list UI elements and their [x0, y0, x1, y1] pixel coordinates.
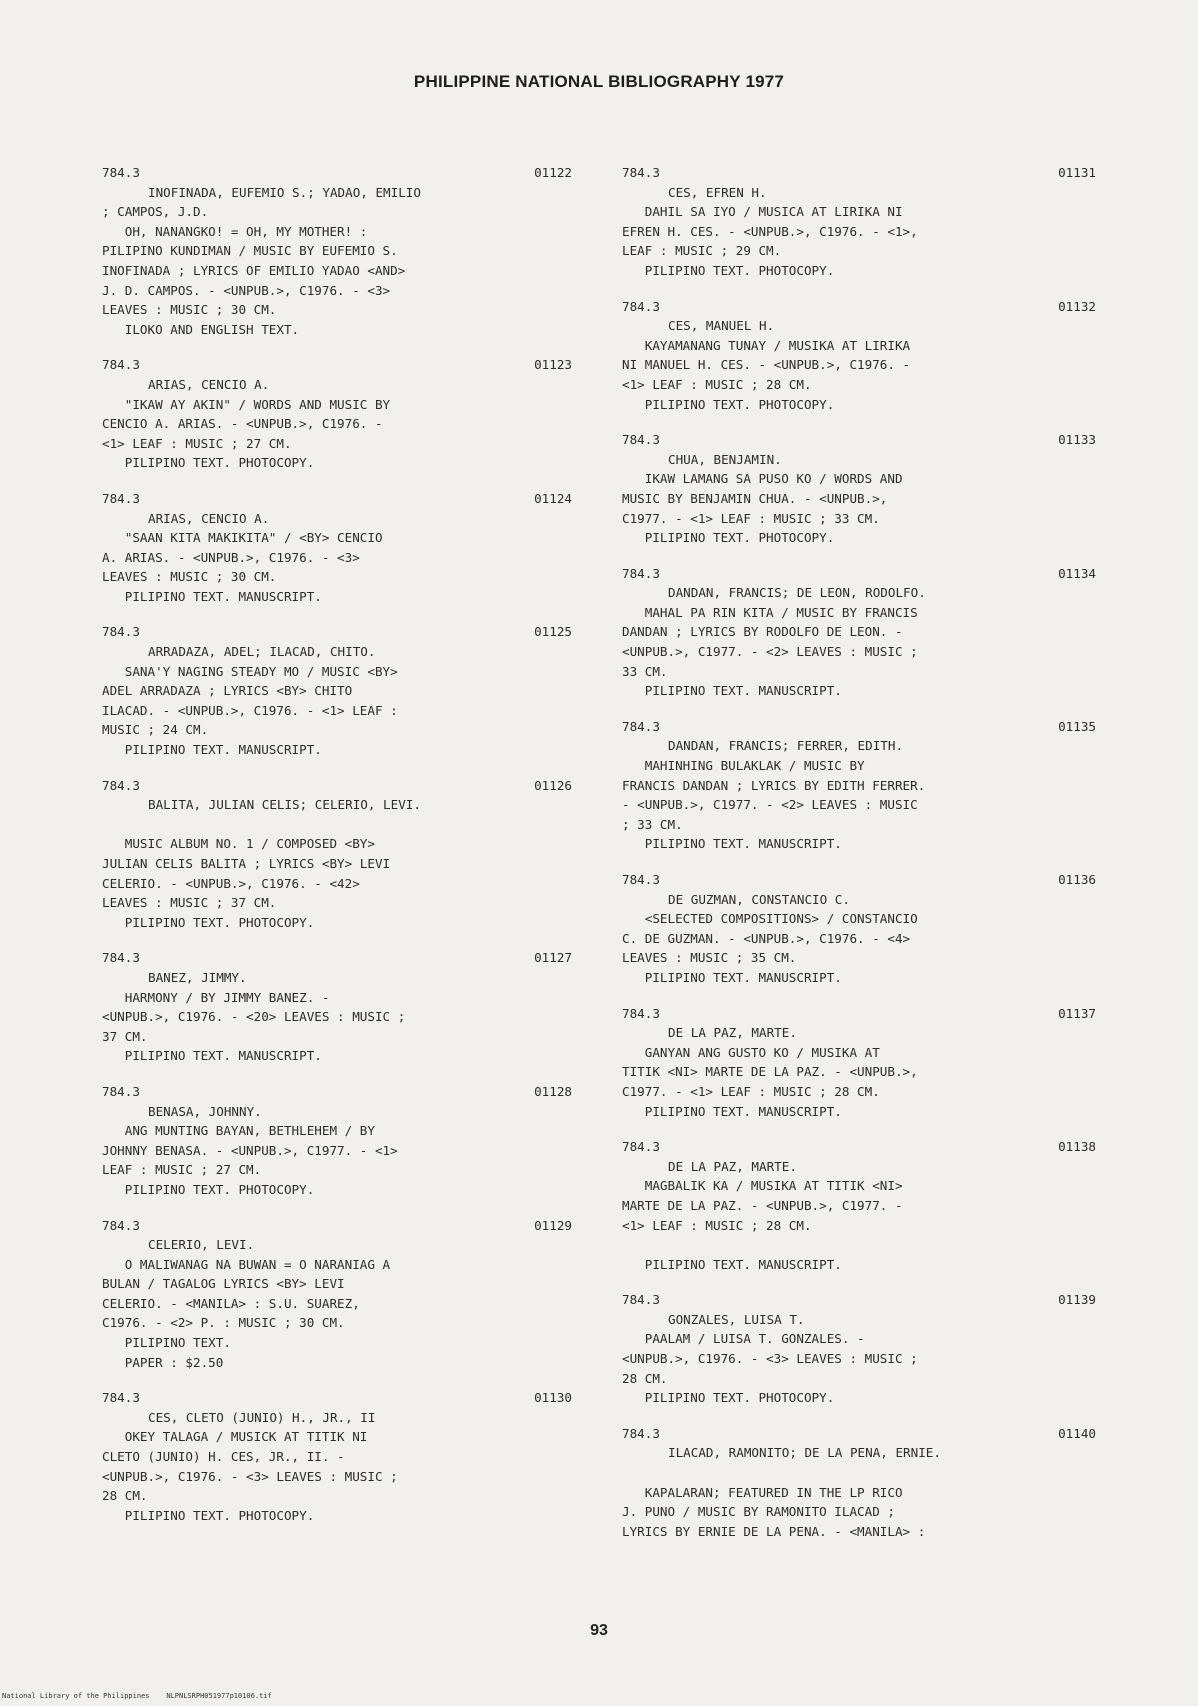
entry-text-line: ; 33 CM. — [622, 816, 683, 832]
bibliography-entry — [622, 1424, 1096, 1542]
entry-id: 01122 — [534, 165, 572, 180]
entry-text-line: FRANCIS DANDAN ; LYRICS BY EDITH FERRER. — [622, 777, 926, 793]
entry-id: 01127 — [534, 950, 572, 966]
entry-text-line: OKEY TALAGA / MUSICK AT TITIK NI — [102, 1429, 368, 1445]
entry-text-line — [622, 1463, 1096, 1483]
class-number: 784.3 — [102, 950, 140, 966]
class-number: 784.3 — [622, 565, 660, 581]
entry-text-line: 28 CM. — [102, 1488, 148, 1504]
entry-text-line: CELERIO. - <UNPUB.>, C1976. - <42> — [102, 875, 360, 891]
entry-text-line — [102, 815, 572, 835]
left-column — [102, 163, 572, 1541]
entry-text-line: PILIPINO TEXT. PHOTOCOPY. — [102, 1181, 315, 1197]
scan-footer: National Library of the Philippines NLPNLSRPH051977p10106.tif — [2, 1692, 272, 1700]
entry-id-line — [622, 1290, 1096, 1310]
entry-text-line: PILIPINO TEXT. — [102, 1335, 231, 1351]
class-number: 784.3 — [102, 777, 140, 793]
entry-id-line — [622, 1424, 1096, 1444]
entry-text-line: <UNPUB.>, C1976. - <3> LEAVES : MUSIC ; — [102, 1468, 398, 1484]
entry-id-line — [622, 717, 1096, 737]
entry-text-line: KAPALARAN; FEATURED IN THE LP RICO — [622, 1484, 903, 1500]
entry-text-line: JULIAN CELIS BALITA ; LYRICS <BY> LEVI — [102, 856, 391, 871]
entry-id-line — [102, 355, 572, 375]
bibliography-entry — [622, 430, 1096, 548]
entry-heading: CES, MANUEL H. — [668, 318, 775, 334]
class-number: 784.3 — [622, 165, 660, 180]
entry-text-line: PILIPINO KUNDIMAN / MUSIC BY EUFEMIO S. — [102, 243, 398, 259]
entry-text-line: SANA'Y NAGING STEADY MO / MUSIC <BY> — [102, 663, 398, 679]
entry-text-line: LEAVES : MUSIC ; 30 CM. — [102, 569, 277, 585]
entry-text-line: LEAF : MUSIC ; 27 CM. — [102, 1162, 262, 1178]
entry-text-line: C. DE GUZMAN. - <UNPUB.>, C1976. - <4> — [622, 930, 911, 946]
bibliography-entry — [102, 948, 572, 1066]
entry-text-line: PILIPINO TEXT. PHOTOCOPY. — [622, 530, 835, 546]
class-number: 784.3 — [622, 1292, 660, 1308]
entry-text-line: LEAF : MUSIC ; 29 CM. — [622, 243, 782, 259]
bibliography-entry — [622, 163, 1096, 281]
entry-text-line: MAHAL PA RIN KITA / MUSIC BY FRANCIS — [622, 604, 918, 620]
entry-text-line: MARTE DE LA PAZ. - <UNPUB.>, C1977. - — [622, 1197, 903, 1213]
class-number: 784.3 — [622, 298, 660, 314]
entry-id: 01131 — [1058, 165, 1096, 180]
entry-text-line: JOHNNY BENASA. - <UNPUB.>, C1977. - <1> — [102, 1142, 398, 1158]
entry-text-line: PILIPINO TEXT. PHOTOCOPY. — [102, 914, 315, 930]
entry-text-line: PILIPINO TEXT. MANUSCRIPT. — [102, 1048, 322, 1064]
entry-text-line: KAYAMANANG TUNAY / MUSIKA AT LIRIKA — [622, 337, 911, 353]
class-number: 784.3 — [102, 165, 140, 180]
bibliography-entry — [102, 1216, 572, 1373]
entry-text-line: ILOKO AND ENGLISH TEXT. — [102, 321, 300, 337]
entry-text-line: J. D. CAMPOS. - <UNPUB.>, C1976. - <3> — [102, 282, 391, 298]
bibliography-entry — [622, 1137, 1096, 1274]
class-number: 784.3 — [102, 624, 140, 640]
entry-text-line: "IKAW AY AKIN" / WORDS AND MUSIC BY — [102, 396, 391, 412]
entry-text-line: LEAVES : MUSIC ; 30 CM. — [102, 302, 277, 318]
entry-text-line: MAGBALIK KA / MUSIKA AT TITIK <NI> — [622, 1178, 903, 1194]
entry-text-line: PILIPINO TEXT. PHOTOCOPY. — [102, 455, 315, 471]
entry-text-line: 33 CM. — [622, 663, 668, 679]
entry-heading: INOFINADA, EUFEMIO S.; YADAO, EMILIO — [148, 184, 421, 200]
entry-text-line: PAPER : $2.50 — [102, 1354, 224, 1370]
entry-text-line: <UNPUB.>, C1976. - <3> LEAVES : MUSIC ; — [622, 1351, 918, 1367]
entry-text-line: MUSIC ALBUM NO. 1 / COMPOSED <BY> — [102, 836, 375, 852]
bibliography-entry — [622, 717, 1096, 854]
entry-id: 01125 — [534, 624, 572, 640]
entry-id-line — [102, 163, 572, 183]
entry-id: 01133 — [1058, 432, 1096, 448]
class-number: 784.3 — [102, 357, 140, 373]
entry-heading: ARIAS, CENCIO A. — [148, 376, 270, 392]
entry-text-line: PILIPINO TEXT. PHOTOCOPY. — [622, 262, 835, 278]
entry-text-line: PILIPINO TEXT. PHOTOCOPY. — [622, 396, 835, 412]
entry-id: 01130 — [534, 1390, 572, 1406]
page-number: 93 — [590, 1622, 608, 1639]
entry-text-line: "SAAN KITA MAKIKITA" / <BY> CENCIO — [102, 530, 383, 546]
entry-heading: DE LA PAZ, MARTE. — [668, 1025, 797, 1041]
bibliography-entry — [622, 1004, 1096, 1122]
entry-id: 01129 — [534, 1217, 572, 1233]
entry-text-line: PAALAM / LUISA T. GONZALES. - — [622, 1331, 865, 1347]
entry-id-line — [102, 1082, 572, 1102]
entry-heading: DANDAN, FRANCIS; FERRER, EDITH. — [668, 738, 904, 754]
entry-id-line — [622, 870, 1096, 890]
class-number: 784.3 — [102, 1083, 140, 1099]
entry-text-line: PILIPINO TEXT. MANUSCRIPT. — [622, 836, 842, 852]
entry-text-line: - <UNPUB.>, C1977. - <2> LEAVES : MUSIC — [622, 797, 918, 813]
entry-id-line — [622, 163, 1096, 183]
entry-id: 01132 — [1058, 298, 1096, 314]
class-number: 784.3 — [102, 1217, 140, 1233]
entry-heading: ARRADAZA, ADEL; ILACAD, CHITO. — [148, 644, 376, 660]
entry-id: 01140 — [1058, 1425, 1096, 1441]
entry-text-line: 28 CM. — [622, 1370, 668, 1386]
entry-id-line — [622, 564, 1096, 584]
entry-text-line: O MALIWANAG NA BUWAN = O NARANIAG A — [102, 1256, 391, 1272]
entry-text-line: INOFINADA ; LYRICS OF EMILIO YADAO <AND> — [102, 262, 406, 278]
entry-heading: CHUA, BENJAMIN. — [668, 451, 782, 467]
entry-id: 01136 — [1058, 872, 1096, 887]
entry-heading: BALITA, JULIAN CELIS; CELERIO, LEVI. — [148, 797, 421, 813]
class-number: 784.3 — [622, 718, 660, 734]
entry-id-line — [622, 1137, 1096, 1157]
class-number: 784.3 — [622, 432, 660, 448]
entry-text-line: PILIPINO TEXT. MANUSCRIPT. — [622, 1256, 842, 1272]
entry-text-line: C1977. - <1> LEAF : MUSIC ; 28 CM. — [622, 1083, 880, 1099]
bibliography-entry — [102, 489, 572, 607]
entry-text-line: PILIPINO TEXT. MANUSCRIPT. — [622, 969, 842, 985]
entry-text-line: MUSIC BY BENJAMIN CHUA. - <UNPUB.>, — [622, 490, 888, 506]
entry-text-line: PILIPINO TEXT. MANUSCRIPT. — [102, 742, 322, 758]
entry-text-line: C1977. - <1> LEAF : MUSIC ; 33 CM. — [622, 510, 880, 526]
bibliography-entry — [622, 870, 1096, 988]
entry-id: 01123 — [534, 357, 572, 373]
entry-heading: DE GUZMAN, CONSTANCIO C. — [668, 891, 850, 907]
entry-heading: ARIAS, CENCIO A. — [148, 510, 270, 526]
entry-text-line: ANG MUNTING BAYAN, BETHLEHEM / BY — [102, 1123, 375, 1139]
entry-text-line: <1> LEAF : MUSIC ; 28 CM. — [622, 376, 812, 392]
entry-id: 01134 — [1058, 565, 1096, 581]
entry-text-line: 37 CM. — [102, 1028, 148, 1044]
entry-text-line: <UNPUB.>, C1976. - <20> LEAVES : MUSIC ; — [102, 1009, 406, 1025]
entry-text-line: PILIPINO TEXT. MANUSCRIPT. — [102, 588, 322, 604]
entry-text-line: <UNPUB.>, C1977. - <2> LEAVES : MUSIC ; — [622, 644, 918, 660]
entry-text-line: NI MANUEL H. CES. - <UNPUB.>, C1976. - — [622, 357, 911, 373]
entry-text-line: J. PUNO / MUSIC BY RAMONITO ILACAD ; — [622, 1504, 895, 1520]
entry-text-line: <1> LEAF : MUSIC ; 28 CM. — [622, 1217, 812, 1233]
class-number: 784.3 — [622, 1139, 660, 1155]
entry-id-line — [622, 297, 1096, 317]
entry-id-line — [102, 948, 572, 968]
entry-text-line: PILIPINO TEXT. PHOTOCOPY. — [622, 1390, 835, 1406]
entry-text-line: LEAVES : MUSIC ; 35 CM. — [622, 950, 797, 966]
entry-id: 01137 — [1058, 1005, 1096, 1021]
entry-heading: CES, EFREN H. — [668, 184, 767, 200]
entry-text-line: CENCIO A. ARIAS. - <UNPUB.>, C1976. - — [102, 416, 383, 432]
entry-heading: ILACAD, RAMONITO; DE LA PENA, ERNIE. — [668, 1445, 941, 1461]
entry-text-line: <1> LEAF : MUSIC ; 27 CM. — [102, 435, 292, 451]
bibliography-entry — [622, 1290, 1096, 1408]
entry-text-line: CELERIO. - <MANILA> : S.U. SUAREZ, — [102, 1295, 360, 1311]
entry-text-line: MUSIC ; 24 CM. — [102, 722, 209, 738]
entry-heading: BENASA, JOHNNY. — [148, 1103, 262, 1119]
entry-text-line: ILACAD. - <UNPUB.>, C1976. - <1> LEAF : — [102, 702, 398, 718]
entry-id-line — [102, 1388, 572, 1408]
class-number: 784.3 — [622, 1425, 660, 1441]
entry-text-line: HARMONY / BY JIMMY BANEZ. - — [102, 989, 330, 1005]
entry-text-line: LEAVES : MUSIC ; 37 CM. — [102, 895, 277, 911]
bibliography-entry — [102, 163, 572, 339]
bibliography-entry — [102, 1082, 572, 1200]
entry-id: 01128 — [534, 1083, 572, 1099]
entry-heading: CES, CLETO (JUNIO) H., JR., II — [148, 1409, 376, 1425]
entry-heading: BANEZ, JIMMY. — [148, 969, 247, 985]
bibliography-entry — [102, 622, 572, 759]
entry-heading: DANDAN, FRANCIS; DE LEON, RODOLFO. — [668, 585, 926, 601]
bibliography-entry — [622, 297, 1096, 415]
entry-id: 01138 — [1058, 1139, 1096, 1155]
entry-text-line — [622, 1235, 1096, 1255]
bibliography-entry — [622, 564, 1096, 701]
entry-text-line: OH, NANANGKO! = OH, MY MOTHER! : — [102, 223, 368, 239]
entry-id: 01126 — [534, 777, 572, 793]
class-number: 784.3 — [102, 490, 140, 506]
entry-id-line — [102, 1216, 572, 1236]
bibliography-entry — [102, 355, 572, 473]
entry-text-line: DAHIL SA IYO / MUSICA AT LIRIKA NI — [622, 204, 903, 220]
entry-text-line: EFREN H. CES. - <UNPUB.>, C1976. - <1>, — [622, 223, 918, 239]
entry-text-line: GANYAN ANG GUSTO KO / MUSIKA AT — [622, 1044, 880, 1060]
class-number: 784.3 — [622, 1005, 660, 1021]
entry-text-line: CLETO (JUNIO) H. CES, JR., II. - — [102, 1449, 345, 1465]
entry-id: 01135 — [1058, 718, 1096, 734]
entry-text-line: DANDAN ; LYRICS BY RODOLFO DE LEON. - — [622, 624, 903, 640]
entry-text-line: MAHINHING BULAKLAK / MUSIC BY — [622, 758, 865, 774]
entry-text-line: IKAW LAMANG SA PUSO KO / WORDS AND — [622, 471, 903, 487]
entry-text-line: BULAN / TAGALOG LYRICS <BY> LEVI — [102, 1276, 345, 1292]
entry-id-line — [622, 1004, 1096, 1024]
entry-text-line: PILIPINO TEXT. MANUSCRIPT. — [622, 1103, 842, 1119]
entry-text-line: ADEL ARRADAZA ; LYRICS <BY> CHITO — [102, 683, 353, 699]
entry-text-line: C1976. - <2> P. : MUSIC ; 30 CM. — [102, 1315, 345, 1331]
entry-text-line: LYRICS BY ERNIE DE LA PENA. - <MANILA> : — [622, 1523, 926, 1539]
entry-text-line: A. ARIAS. - <UNPUB.>, C1976. - <3> — [102, 549, 360, 565]
bibliography-entry — [102, 1388, 572, 1525]
entry-id: 01124 — [534, 490, 572, 506]
entry-text-line: ; CAMPOS, J.D. — [102, 204, 209, 220]
entry-text-line: PILIPINO TEXT. MANUSCRIPT. — [622, 683, 842, 699]
entry-heading: CELERIO, LEVI. — [148, 1237, 255, 1253]
entry-id-line — [102, 776, 572, 796]
entry-id-line — [622, 430, 1096, 450]
entry-text-line: <SELECTED COMPOSITIONS> / CONSTANCIO — [622, 911, 918, 927]
bibliography-entry — [102, 776, 572, 933]
page-header: PHILIPPINE NATIONAL BIBLIOGRAPHY 1977 — [413, 72, 785, 91]
entry-id-line — [102, 622, 572, 642]
right-column — [622, 163, 1096, 1557]
entry-text-line: TITIK <NI> MARTE DE LA PAZ. - <UNPUB.>, — [622, 1064, 918, 1080]
class-number: 784.3 — [102, 1390, 140, 1406]
entry-heading: GONZALES, LUISA T. — [668, 1311, 805, 1327]
class-number: 784.3 — [622, 872, 660, 887]
entry-id: 01139 — [1058, 1292, 1096, 1308]
entry-heading: DE LA PAZ, MARTE. — [668, 1158, 797, 1174]
entry-text-line: PILIPINO TEXT. PHOTOCOPY. — [102, 1507, 315, 1523]
entry-id-line — [102, 489, 572, 509]
